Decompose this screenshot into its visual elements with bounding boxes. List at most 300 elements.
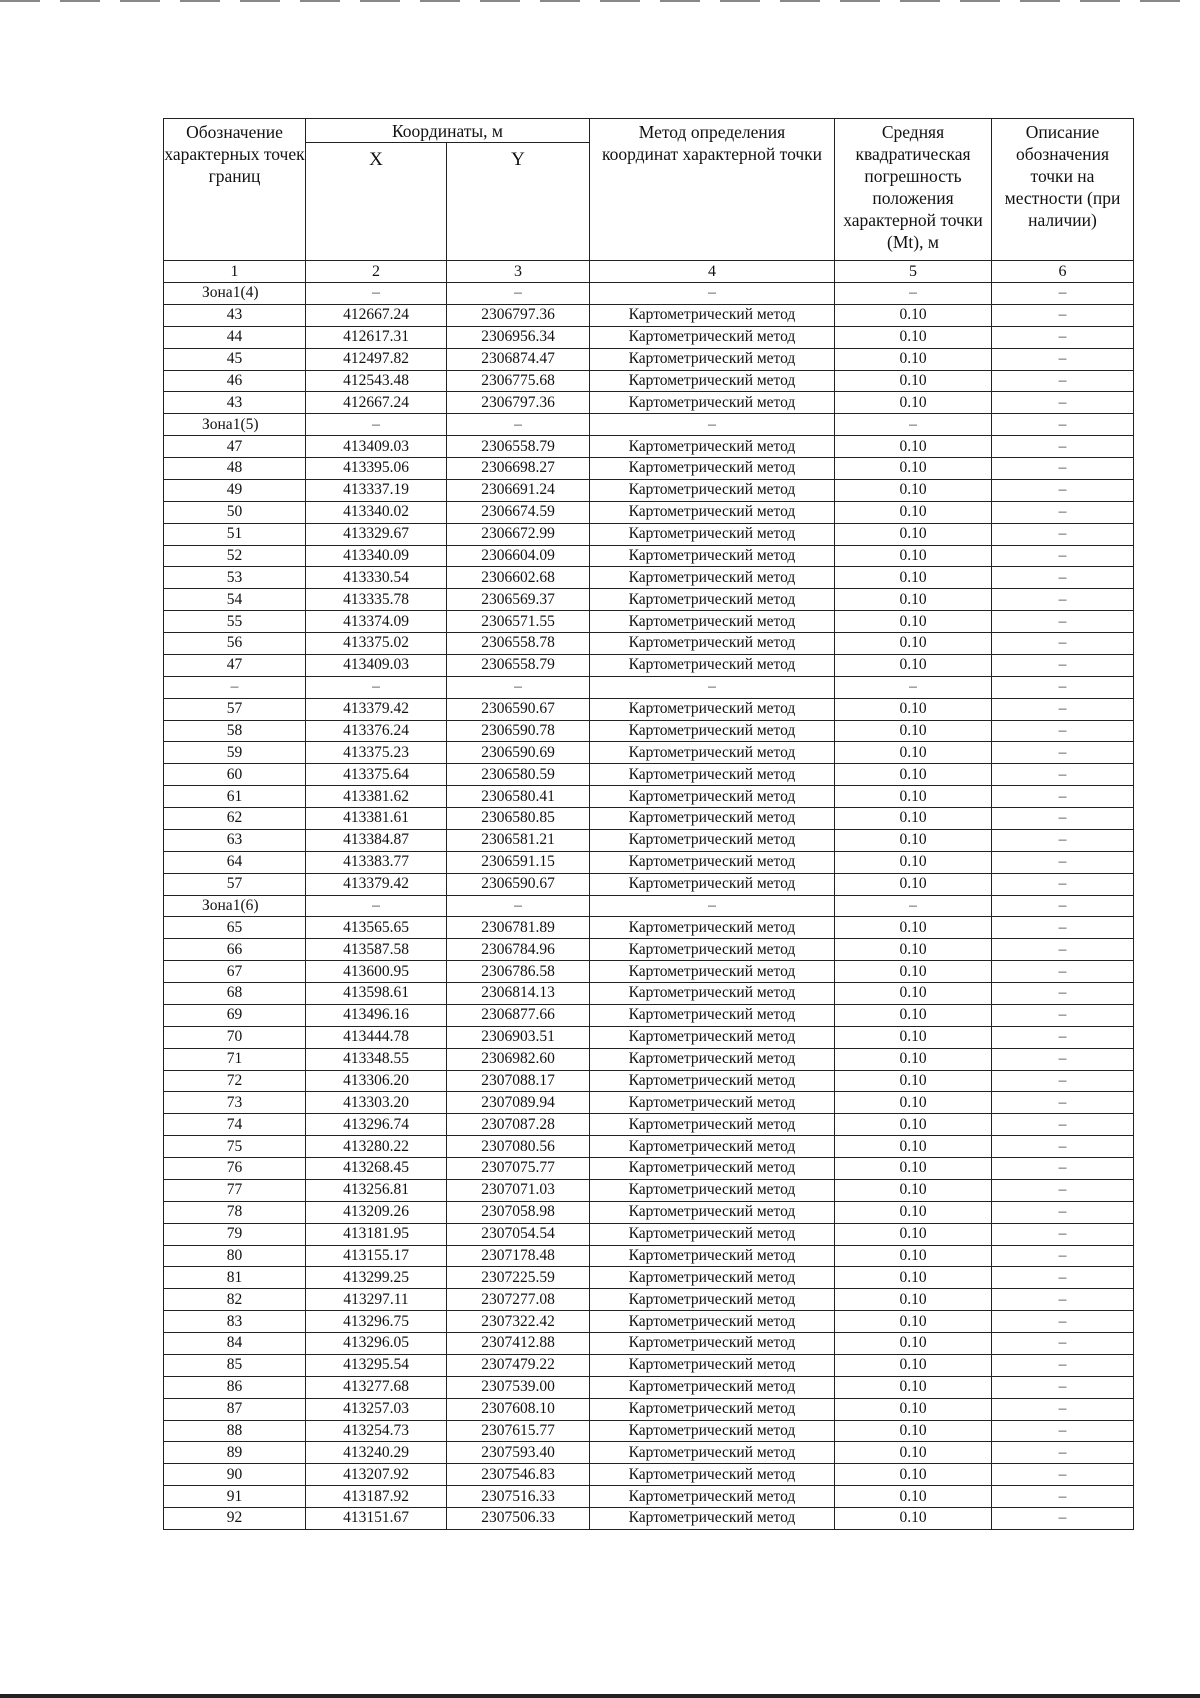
point-id-cell: 53 [164,567,306,589]
y-coordinate-cell: 2306602.68 [447,567,590,589]
error-cell: 0.10 [835,742,992,764]
point-id-cell: 69 [164,1004,306,1026]
point-id-cell: 59 [164,742,306,764]
header-x: X [306,143,447,261]
error-cell: 0.10 [835,1179,992,1201]
y-coordinate-cell: 2307608.10 [447,1398,590,1420]
table-row [164,786,1134,808]
y-coordinate-cell: 2307277.08 [447,1289,590,1311]
y-coordinate-cell: – [447,283,590,305]
point-id-cell: 90 [164,1464,306,1486]
point-id-cell: 89 [164,1442,306,1464]
x-coordinate-cell: 413155.17 [306,1245,447,1267]
method-cell: Картометрический метод [590,873,835,895]
method-cell: Картометрический метод [590,1464,835,1486]
method-cell: Картометрический метод [590,589,835,611]
table-row [164,1267,1134,1289]
point-id-cell: 84 [164,1333,306,1355]
x-coordinate-cell: 413256.81 [306,1179,447,1201]
error-cell: 0.10 [835,1354,992,1376]
description-cell: – [992,283,1134,305]
description-cell: – [992,1158,1134,1180]
error-cell: 0.10 [835,1289,992,1311]
column-numbers-row [164,261,1134,283]
y-coordinate-cell: 2307088.17 [447,1070,590,1092]
description-cell: – [992,1376,1134,1398]
description-cell: – [992,1223,1134,1245]
point-id-cell: 52 [164,545,306,567]
point-id-cell: 80 [164,1245,306,1267]
table-row [164,895,1134,917]
error-cell: 0.10 [835,1398,992,1420]
description-cell: – [992,567,1134,589]
error-cell: 0.10 [835,370,992,392]
y-coordinate-cell: 2306571.55 [447,611,590,633]
description-cell: – [992,633,1134,655]
x-coordinate-cell: 413297.11 [306,1289,447,1311]
description-cell: – [992,742,1134,764]
error-cell: 0.10 [835,1333,992,1355]
y-coordinate-cell: 2306580.85 [447,808,590,830]
point-id-cell: 72 [164,1070,306,1092]
description-cell: – [992,479,1134,501]
x-coordinate-cell: 412543.48 [306,370,447,392]
y-coordinate-cell: 2306672.99 [447,523,590,545]
y-coordinate-cell: 2306814.13 [447,983,590,1005]
error-cell: 0.10 [835,1070,992,1092]
x-coordinate-cell: 413598.61 [306,983,447,1005]
point-id-cell: 77 [164,1179,306,1201]
error-cell: 0.10 [835,567,992,589]
error-cell: 0.10 [835,983,992,1005]
point-id-cell: 44 [164,326,306,348]
y-coordinate-cell: 2306569.37 [447,589,590,611]
method-cell: Картометрический метод [590,829,835,851]
table-row [164,873,1134,895]
table-row [164,1048,1134,1070]
error-cell: 0.10 [835,523,992,545]
header-error: Средняя квадратическая погрешность положения характерной точки (Mt), м [835,119,992,261]
method-cell: Картометрический метод [590,1026,835,1048]
table-row [164,1179,1134,1201]
header-row [164,119,1134,143]
table-row [164,567,1134,589]
y-coordinate-cell: 2306558.78 [447,633,590,655]
method-cell: Картометрический метод [590,1114,835,1136]
description-cell: – [992,348,1134,370]
description-cell: – [992,392,1134,414]
error-cell: – [835,283,992,305]
method-cell: – [590,895,835,917]
table-body [164,283,1134,1530]
error-cell: 0.10 [835,326,992,348]
y-coordinate-cell: 2307058.98 [447,1201,590,1223]
x-coordinate-cell: 413330.54 [306,567,447,589]
x-coordinate-cell: 413496.16 [306,1004,447,1026]
description-cell: – [992,523,1134,545]
x-coordinate-cell: – [306,414,447,436]
point-id-cell: 63 [164,829,306,851]
point-id-cell: Зона1(4) [164,283,306,305]
description-cell: – [992,654,1134,676]
column-number: 1 [164,261,306,283]
method-cell: Картометрический метод [590,479,835,501]
error-cell: 0.10 [835,1026,992,1048]
description-cell: – [992,1070,1134,1092]
method-cell: Картометрический метод [590,1289,835,1311]
boundary-points-table [163,118,1134,1530]
header-coordinates: Координаты, м [306,119,590,143]
error-cell: 0.10 [835,851,992,873]
method-cell: Картометрический метод [590,742,835,764]
x-coordinate-cell: 413299.25 [306,1267,447,1289]
x-coordinate-cell: 413379.42 [306,873,447,895]
method-cell: Картометрический метод [590,983,835,1005]
point-id-cell: 74 [164,1114,306,1136]
y-coordinate-cell: 2306691.24 [447,479,590,501]
y-coordinate-cell: 2306982.60 [447,1048,590,1070]
point-id-cell: 82 [164,1289,306,1311]
error-cell: 0.10 [835,786,992,808]
method-cell: Картометрический метод [590,458,835,480]
method-cell: Картометрический метод [590,392,835,414]
x-coordinate-cell: 413335.78 [306,589,447,611]
error-cell: 0.10 [835,939,992,961]
x-coordinate-cell: 413375.64 [306,764,447,786]
point-id-cell: 91 [164,1486,306,1508]
description-cell: – [992,764,1134,786]
description-cell: – [992,1026,1134,1048]
y-coordinate-cell: 2307054.54 [447,1223,590,1245]
x-coordinate-cell: 413600.95 [306,961,447,983]
table-row [164,720,1134,742]
table-row [164,1333,1134,1355]
table-row [164,939,1134,961]
point-id-cell: 83 [164,1311,306,1333]
x-coordinate-cell: 413379.42 [306,698,447,720]
x-coordinate-cell: 413395.06 [306,458,447,480]
description-cell: – [992,1333,1134,1355]
x-coordinate-cell: 413337.19 [306,479,447,501]
method-cell: Картометрический метод [590,1333,835,1355]
x-coordinate-cell: 413306.20 [306,1070,447,1092]
point-id-cell: 76 [164,1158,306,1180]
header-method: Метод определения координат характерной точки [590,119,835,261]
x-coordinate-cell: 412667.24 [306,392,447,414]
x-coordinate-cell: 413381.62 [306,786,447,808]
table-row [164,764,1134,786]
description-cell: – [992,676,1134,698]
table-row [164,851,1134,873]
table-row [164,501,1134,523]
point-id-cell: 58 [164,720,306,742]
method-cell: Картометрический метод [590,1201,835,1223]
x-coordinate-cell: 413254.73 [306,1420,447,1442]
error-cell: 0.10 [835,1048,992,1070]
error-cell: 0.10 [835,1442,992,1464]
table-row [164,1004,1134,1026]
table-row [164,414,1134,436]
y-coordinate-cell: – [447,414,590,436]
x-coordinate-cell: 413268.45 [306,1158,447,1180]
method-cell: Картометрический метод [590,720,835,742]
point-id-cell: Зона1(5) [164,414,306,436]
method-cell: Картометрический метод [590,1004,835,1026]
x-coordinate-cell: 413375.02 [306,633,447,655]
error-cell: 0.10 [835,808,992,830]
table-row [164,917,1134,939]
point-id-cell: 46 [164,370,306,392]
table-row [164,1245,1134,1267]
x-coordinate-cell: 413374.09 [306,611,447,633]
error-cell: 0.10 [835,1420,992,1442]
point-id-cell: 61 [164,786,306,808]
description-cell: – [992,983,1134,1005]
error-cell: 0.10 [835,720,992,742]
method-cell: Картометрический метод [590,1070,835,1092]
x-coordinate-cell: 413348.55 [306,1048,447,1070]
y-coordinate-cell: 2307087.28 [447,1114,590,1136]
description-cell: – [992,1420,1134,1442]
y-coordinate-cell: 2307546.83 [447,1464,590,1486]
y-coordinate-cell: 2307506.33 [447,1508,590,1530]
table-row [164,654,1134,676]
description-cell: – [992,1201,1134,1223]
error-cell: 0.10 [835,1201,992,1223]
point-id-cell: 57 [164,873,306,895]
method-cell: Картометрический метод [590,1092,835,1114]
description-cell: – [992,370,1134,392]
y-coordinate-cell: – [447,676,590,698]
description-cell: – [992,917,1134,939]
method-cell: Картометрический метод [590,654,835,676]
table-row [164,479,1134,501]
y-coordinate-cell: 2306590.78 [447,720,590,742]
point-id-cell: 47 [164,654,306,676]
error-cell: 0.10 [835,501,992,523]
table-row [164,1508,1134,1530]
point-id-cell: 68 [164,983,306,1005]
y-coordinate-cell: 2306784.96 [447,939,590,961]
table-row [164,370,1134,392]
x-coordinate-cell: 413151.67 [306,1508,447,1530]
y-coordinate-cell: 2306698.27 [447,458,590,480]
header-y: Y [447,143,590,261]
description-cell: – [992,1289,1134,1311]
method-cell: Картометрический метод [590,567,835,589]
table-row [164,808,1134,830]
error-cell: 0.10 [835,1158,992,1180]
method-cell: Картометрический метод [590,1179,835,1201]
method-cell: Картометрический метод [590,1508,835,1530]
description-cell: – [992,1267,1134,1289]
description-cell: – [992,851,1134,873]
y-coordinate-cell: 2307089.94 [447,1092,590,1114]
description-cell: – [992,326,1134,348]
description-cell: – [992,829,1134,851]
description-cell: – [992,808,1134,830]
method-cell: Картометрический метод [590,939,835,961]
point-id-cell: 55 [164,611,306,633]
point-id-cell: 70 [164,1026,306,1048]
table-row [164,1420,1134,1442]
description-cell: – [992,720,1134,742]
error-cell: 0.10 [835,1114,992,1136]
x-coordinate-cell: 413444.78 [306,1026,447,1048]
method-cell: Картометрический метод [590,1048,835,1070]
description-cell: – [992,873,1134,895]
column-number: 6 [992,261,1134,283]
x-coordinate-cell: 413277.68 [306,1376,447,1398]
y-coordinate-cell: 2307516.33 [447,1486,590,1508]
table-row [164,458,1134,480]
x-coordinate-cell: 413329.67 [306,523,447,545]
point-id-cell: 92 [164,1508,306,1530]
x-coordinate-cell: 413295.54 [306,1354,447,1376]
point-id-cell: 75 [164,1136,306,1158]
point-id-cell: 86 [164,1376,306,1398]
point-id-cell: 71 [164,1048,306,1070]
y-coordinate-cell: 2306558.79 [447,654,590,676]
description-cell: – [992,1245,1134,1267]
description-cell: – [992,589,1134,611]
y-coordinate-cell: 2307322.42 [447,1311,590,1333]
x-coordinate-cell: – [306,895,447,917]
method-cell: Картометрический метод [590,1398,835,1420]
table-row [164,392,1134,414]
y-coordinate-cell: 2306558.79 [447,436,590,458]
table-row [164,1398,1134,1420]
error-cell: 0.10 [835,1376,992,1398]
table-row [164,1442,1134,1464]
y-coordinate-cell: 2306591.15 [447,851,590,873]
x-coordinate-cell: 413409.03 [306,436,447,458]
table-row [164,545,1134,567]
method-cell: Картометрический метод [590,1223,835,1245]
description-cell: – [992,1398,1134,1420]
error-cell: 0.10 [835,764,992,786]
y-coordinate-cell: 2307080.56 [447,1136,590,1158]
description-cell: – [992,1179,1134,1201]
method-cell: Картометрический метод [590,501,835,523]
error-cell: 0.10 [835,545,992,567]
y-coordinate-cell: 2307075.77 [447,1158,590,1180]
table-row [164,283,1134,305]
point-id-cell: 87 [164,1398,306,1420]
method-cell: Картометрический метод [590,1420,835,1442]
y-coordinate-cell: 2306797.36 [447,304,590,326]
column-number: 2 [306,261,447,283]
y-coordinate-cell: 2306903.51 [447,1026,590,1048]
table-row [164,1136,1134,1158]
table-row [164,589,1134,611]
x-coordinate-cell: 413280.22 [306,1136,447,1158]
method-cell: Картометрический метод [590,698,835,720]
error-cell: – [835,895,992,917]
table-row [164,1158,1134,1180]
table-row [164,348,1134,370]
y-coordinate-cell: 2306956.34 [447,326,590,348]
error-cell: 0.10 [835,348,992,370]
x-coordinate-cell: 413340.02 [306,501,447,523]
error-cell: 0.10 [835,1004,992,1026]
table-row [164,523,1134,545]
x-coordinate-cell: 413207.92 [306,1464,447,1486]
description-cell: – [992,1354,1134,1376]
table-row [164,611,1134,633]
error-cell: 0.10 [835,1245,992,1267]
description-cell: – [992,895,1134,917]
point-id-cell: 47 [164,436,306,458]
error-cell: 0.10 [835,392,992,414]
error-cell: 0.10 [835,479,992,501]
error-cell: 0.10 [835,611,992,633]
description-cell: – [992,1004,1134,1026]
error-cell: – [835,676,992,698]
description-cell: – [992,1114,1134,1136]
description-cell: – [992,698,1134,720]
column-number: 3 [447,261,590,283]
method-cell: Картометрический метод [590,1486,835,1508]
y-coordinate-cell: 2307479.22 [447,1354,590,1376]
table-row [164,1223,1134,1245]
y-coordinate-cell: 2306590.67 [447,698,590,720]
x-coordinate-cell: 413375.23 [306,742,447,764]
method-cell: – [590,283,835,305]
error-cell: 0.10 [835,873,992,895]
column-number: 4 [590,261,835,283]
method-cell: Картометрический метод [590,851,835,873]
y-coordinate-cell: 2307593.40 [447,1442,590,1464]
error-cell: 0.10 [835,304,992,326]
point-id-cell: 60 [164,764,306,786]
point-id-cell: 64 [164,851,306,873]
description-cell: – [992,1508,1134,1530]
y-coordinate-cell: – [447,895,590,917]
description-cell: – [992,1092,1134,1114]
x-coordinate-cell: 412497.82 [306,348,447,370]
error-cell: 0.10 [835,1092,992,1114]
x-coordinate-cell: 413383.77 [306,851,447,873]
point-id-cell: 43 [164,304,306,326]
table-row [164,1026,1134,1048]
point-id-cell: 62 [164,808,306,830]
method-cell: Картометрический метод [590,348,835,370]
error-cell: 0.10 [835,698,992,720]
x-coordinate-cell: 413376.24 [306,720,447,742]
method-cell: Картометрический метод [590,1354,835,1376]
error-cell: 0.10 [835,1267,992,1289]
error-cell: 0.10 [835,961,992,983]
method-cell: Картометрический метод [590,1245,835,1267]
table-row [164,1070,1134,1092]
x-coordinate-cell: 413296.05 [306,1333,447,1355]
point-id-cell: 85 [164,1354,306,1376]
method-cell: Картометрический метод [590,808,835,830]
method-cell: Картометрический метод [590,1376,835,1398]
description-cell: – [992,458,1134,480]
y-coordinate-cell: 2306581.21 [447,829,590,851]
table-row [164,1486,1134,1508]
description-cell: – [992,414,1134,436]
x-coordinate-cell: 413384.87 [306,829,447,851]
method-cell: Картометрический метод [590,764,835,786]
method-cell: Картометрический метод [590,1311,835,1333]
point-id-cell: 66 [164,939,306,961]
point-id-cell: 56 [164,633,306,655]
point-id-cell: 81 [164,1267,306,1289]
y-coordinate-cell: 2307071.03 [447,1179,590,1201]
